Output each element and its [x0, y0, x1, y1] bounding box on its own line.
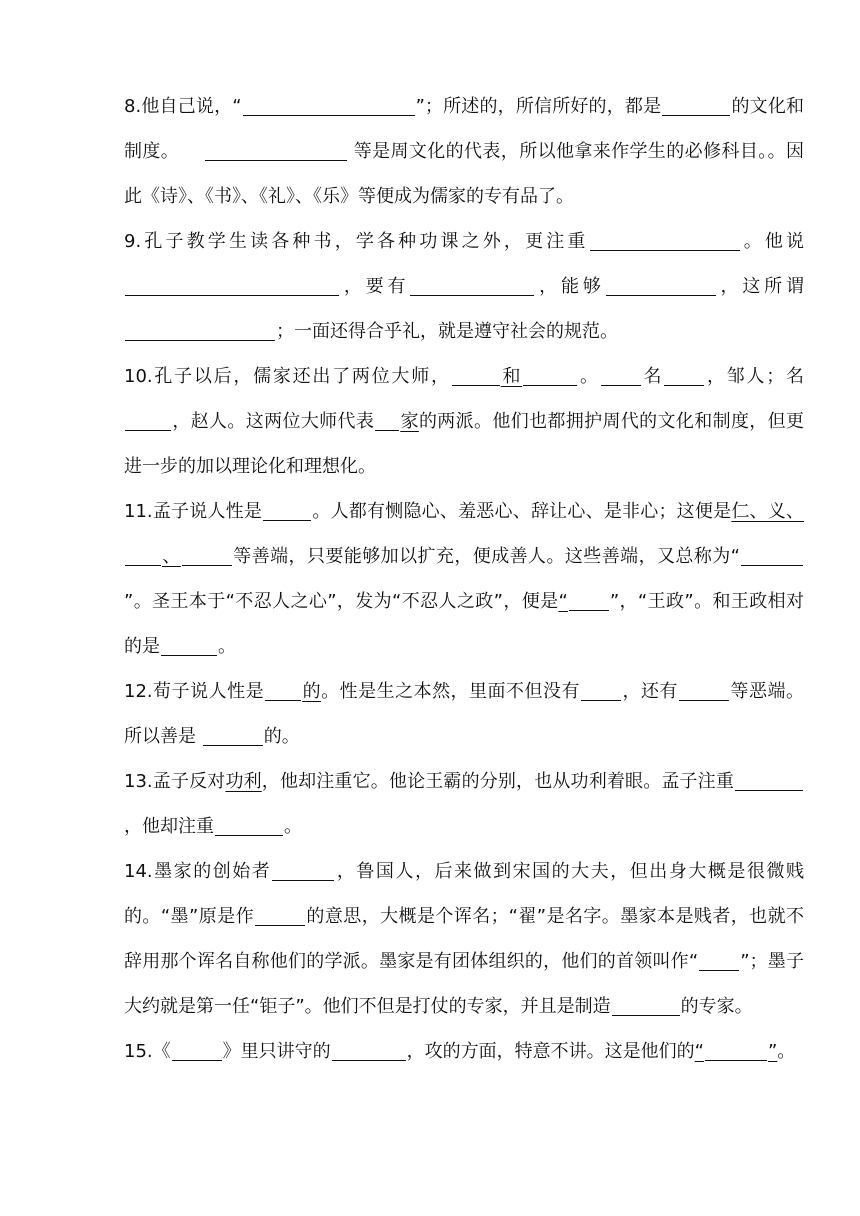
q15-blank-3[interactable]	[705, 1041, 767, 1061]
q11-quote-open: “	[558, 591, 568, 612]
q11-blank-2[interactable]	[125, 546, 161, 566]
q10-blank-1[interactable]	[452, 366, 500, 386]
q12-blank-3[interactable]	[679, 681, 729, 701]
q9-blank-3[interactable]	[410, 276, 534, 296]
question-8	[124, 84, 804, 219]
q9-text-2: 。他说	[740, 231, 805, 252]
q12-text-5: 的。	[263, 726, 300, 747]
q9-text-1: 9.孔子教学生读各种书，学各种功课之外，更注重	[124, 231, 589, 252]
q10-he: 和	[500, 366, 523, 387]
q9-blank-5[interactable]	[125, 321, 275, 341]
q11-text-1: 11.孟子说人性是	[124, 501, 263, 522]
q10-text-5: 的两派。他们也都拥护周代的文化和制度，但更进一步的加以理论化和理想化。	[124, 411, 805, 477]
q15-quote-open: “	[694, 1041, 704, 1062]
q9-text-5: ，这所谓	[716, 276, 805, 297]
q11-text-3: 等善端，只要能够加以扩充，便成善人。这些善端，又总称为“	[232, 546, 741, 567]
q11-ren-yi: 仁、义、	[731, 501, 804, 522]
question-12	[124, 669, 804, 759]
q11-text-4: ”。圣王本于“不忍人之心”，发为“不忍人之政”，便是	[124, 591, 559, 612]
q12-text-4: 等恶端。所以善是	[124, 681, 804, 747]
q8-text-4: 等是周文化的代表，所以他拿来作学生的必修科目。。因此《诗》、《书》、《礼》、《乐》等便成为儒家的专有品了。	[124, 141, 804, 207]
q11-blank-5[interactable]	[569, 591, 609, 611]
q8-text-3: 的文化和制度。	[124, 96, 805, 162]
q11-blank-6[interactable]	[161, 636, 217, 656]
q8-blank-1[interactable]	[243, 96, 415, 116]
q10-text-2: 。	[578, 366, 600, 387]
q9-blank-4[interactable]	[606, 276, 716, 296]
q8-blank-3[interactable]	[205, 141, 347, 161]
q15-blank-2[interactable]	[332, 1041, 406, 1061]
q8-blank-2[interactable]	[662, 96, 730, 116]
q13-blank-2[interactable]	[215, 816, 283, 836]
q14-text-2: ，鲁国人，后来做到宋国的大夫，但出身大概是很微贱的。“墨”原是作	[124, 861, 804, 927]
question-10	[124, 354, 804, 489]
q15-text-2: 》里只讲守的	[222, 1041, 331, 1062]
q9-text-4: ，能够	[535, 276, 605, 297]
question-list	[124, 84, 804, 1074]
q13-text-2: ，他却注重它。他论王霸的分别，也从功利着眼。孟子注重	[261, 771, 735, 792]
q11-blank-4[interactable]	[741, 546, 803, 566]
q10-blank-6[interactable]	[375, 411, 399, 431]
q15-text-4: 。	[777, 1041, 796, 1062]
q11-text-2: 。人都有恻隐心、羞恶心、辞让心、是非心；这便是	[312, 501, 732, 522]
q14-blank-2[interactable]	[255, 906, 305, 926]
q13-blank-1[interactable]	[735, 771, 803, 791]
q14-text-1: 14.墨家的创始者	[124, 861, 272, 882]
q15-text-1: 15.《	[124, 1041, 171, 1062]
q11-text-5: ”，“王政”。和王政相对的是	[124, 591, 804, 657]
q13-text-3: ，他却注重	[124, 816, 214, 837]
q10-blank-2[interactable]	[523, 366, 577, 386]
question-13	[124, 759, 804, 849]
q15-quote-close: ”	[767, 1041, 778, 1062]
q11-text-6: 。	[218, 636, 236, 657]
q15-text-3: ，攻的方面，特意不讲。这是他们的	[406, 1041, 695, 1062]
q9-blank-2[interactable]	[125, 276, 339, 296]
q14-text-3: 的意思，大概是个诨名；“翟”是名字。墨家本是贱者，也就不辞用那个诨名自称他们的学派。墨家是有团体组织的，他们的首领叫作“	[124, 906, 804, 972]
q14-blank-4[interactable]	[612, 996, 680, 1016]
q9-blank-1[interactable]	[590, 231, 740, 251]
q12-text-1: 12.荀子说人性是	[124, 681, 265, 702]
q13-gongli: 功利	[225, 771, 262, 792]
q13-text-1: 13.孟子反对	[124, 771, 226, 792]
q11-blank-3[interactable]	[182, 546, 232, 566]
question-14	[124, 849, 804, 1029]
q13-text-4: 。	[284, 816, 302, 837]
q14-text-5: 的专家。	[680, 996, 753, 1017]
q10-blank-4[interactable]	[664, 366, 704, 386]
q8-text-1: 8.他自己说，“	[124, 96, 242, 117]
q12-de: 的	[302, 681, 322, 702]
question-15	[124, 1029, 804, 1074]
q12-blank-1[interactable]	[265, 681, 301, 701]
q12-text-2: 。性是生之本然，里面不但没有	[321, 681, 581, 702]
q10-text-1: 10.孔子以后，儒家还出了两位大师，	[124, 366, 451, 387]
q8-text-2: ”；所述的，所信所好的，都是	[415, 96, 662, 117]
q15-blank-1[interactable]	[172, 1041, 222, 1061]
q9-text-3: ，要有	[340, 276, 410, 297]
q10-blank-5[interactable]	[125, 411, 171, 431]
q12-blank-2[interactable]	[581, 681, 621, 701]
q14-text-4: ”；墨子大约就是第一任“钜子”。他们不但是打仗的专家，并且是制造	[124, 951, 805, 1017]
q14-blank-1[interactable]	[272, 861, 334, 881]
q12-blank-4[interactable]	[203, 726, 263, 746]
q9-text-6: ；一面还得合乎礼，就是遵守社会的规范。	[276, 321, 618, 342]
q10-text-4: ，赵人。这两位大师代表	[172, 411, 375, 432]
q10-text-3: ，邹人；名	[705, 366, 805, 387]
q12-text-3: ，还有	[622, 681, 679, 702]
q14-blank-3[interactable]	[699, 951, 739, 971]
q11-dun: 、	[162, 546, 181, 567]
question-9	[124, 219, 804, 354]
q10-ming: 名	[641, 366, 664, 387]
question-11	[124, 489, 804, 669]
q10-blank-3[interactable]	[601, 366, 641, 386]
q10-jia: 家	[400, 411, 419, 432]
q11-blank-1[interactable]	[263, 501, 311, 521]
